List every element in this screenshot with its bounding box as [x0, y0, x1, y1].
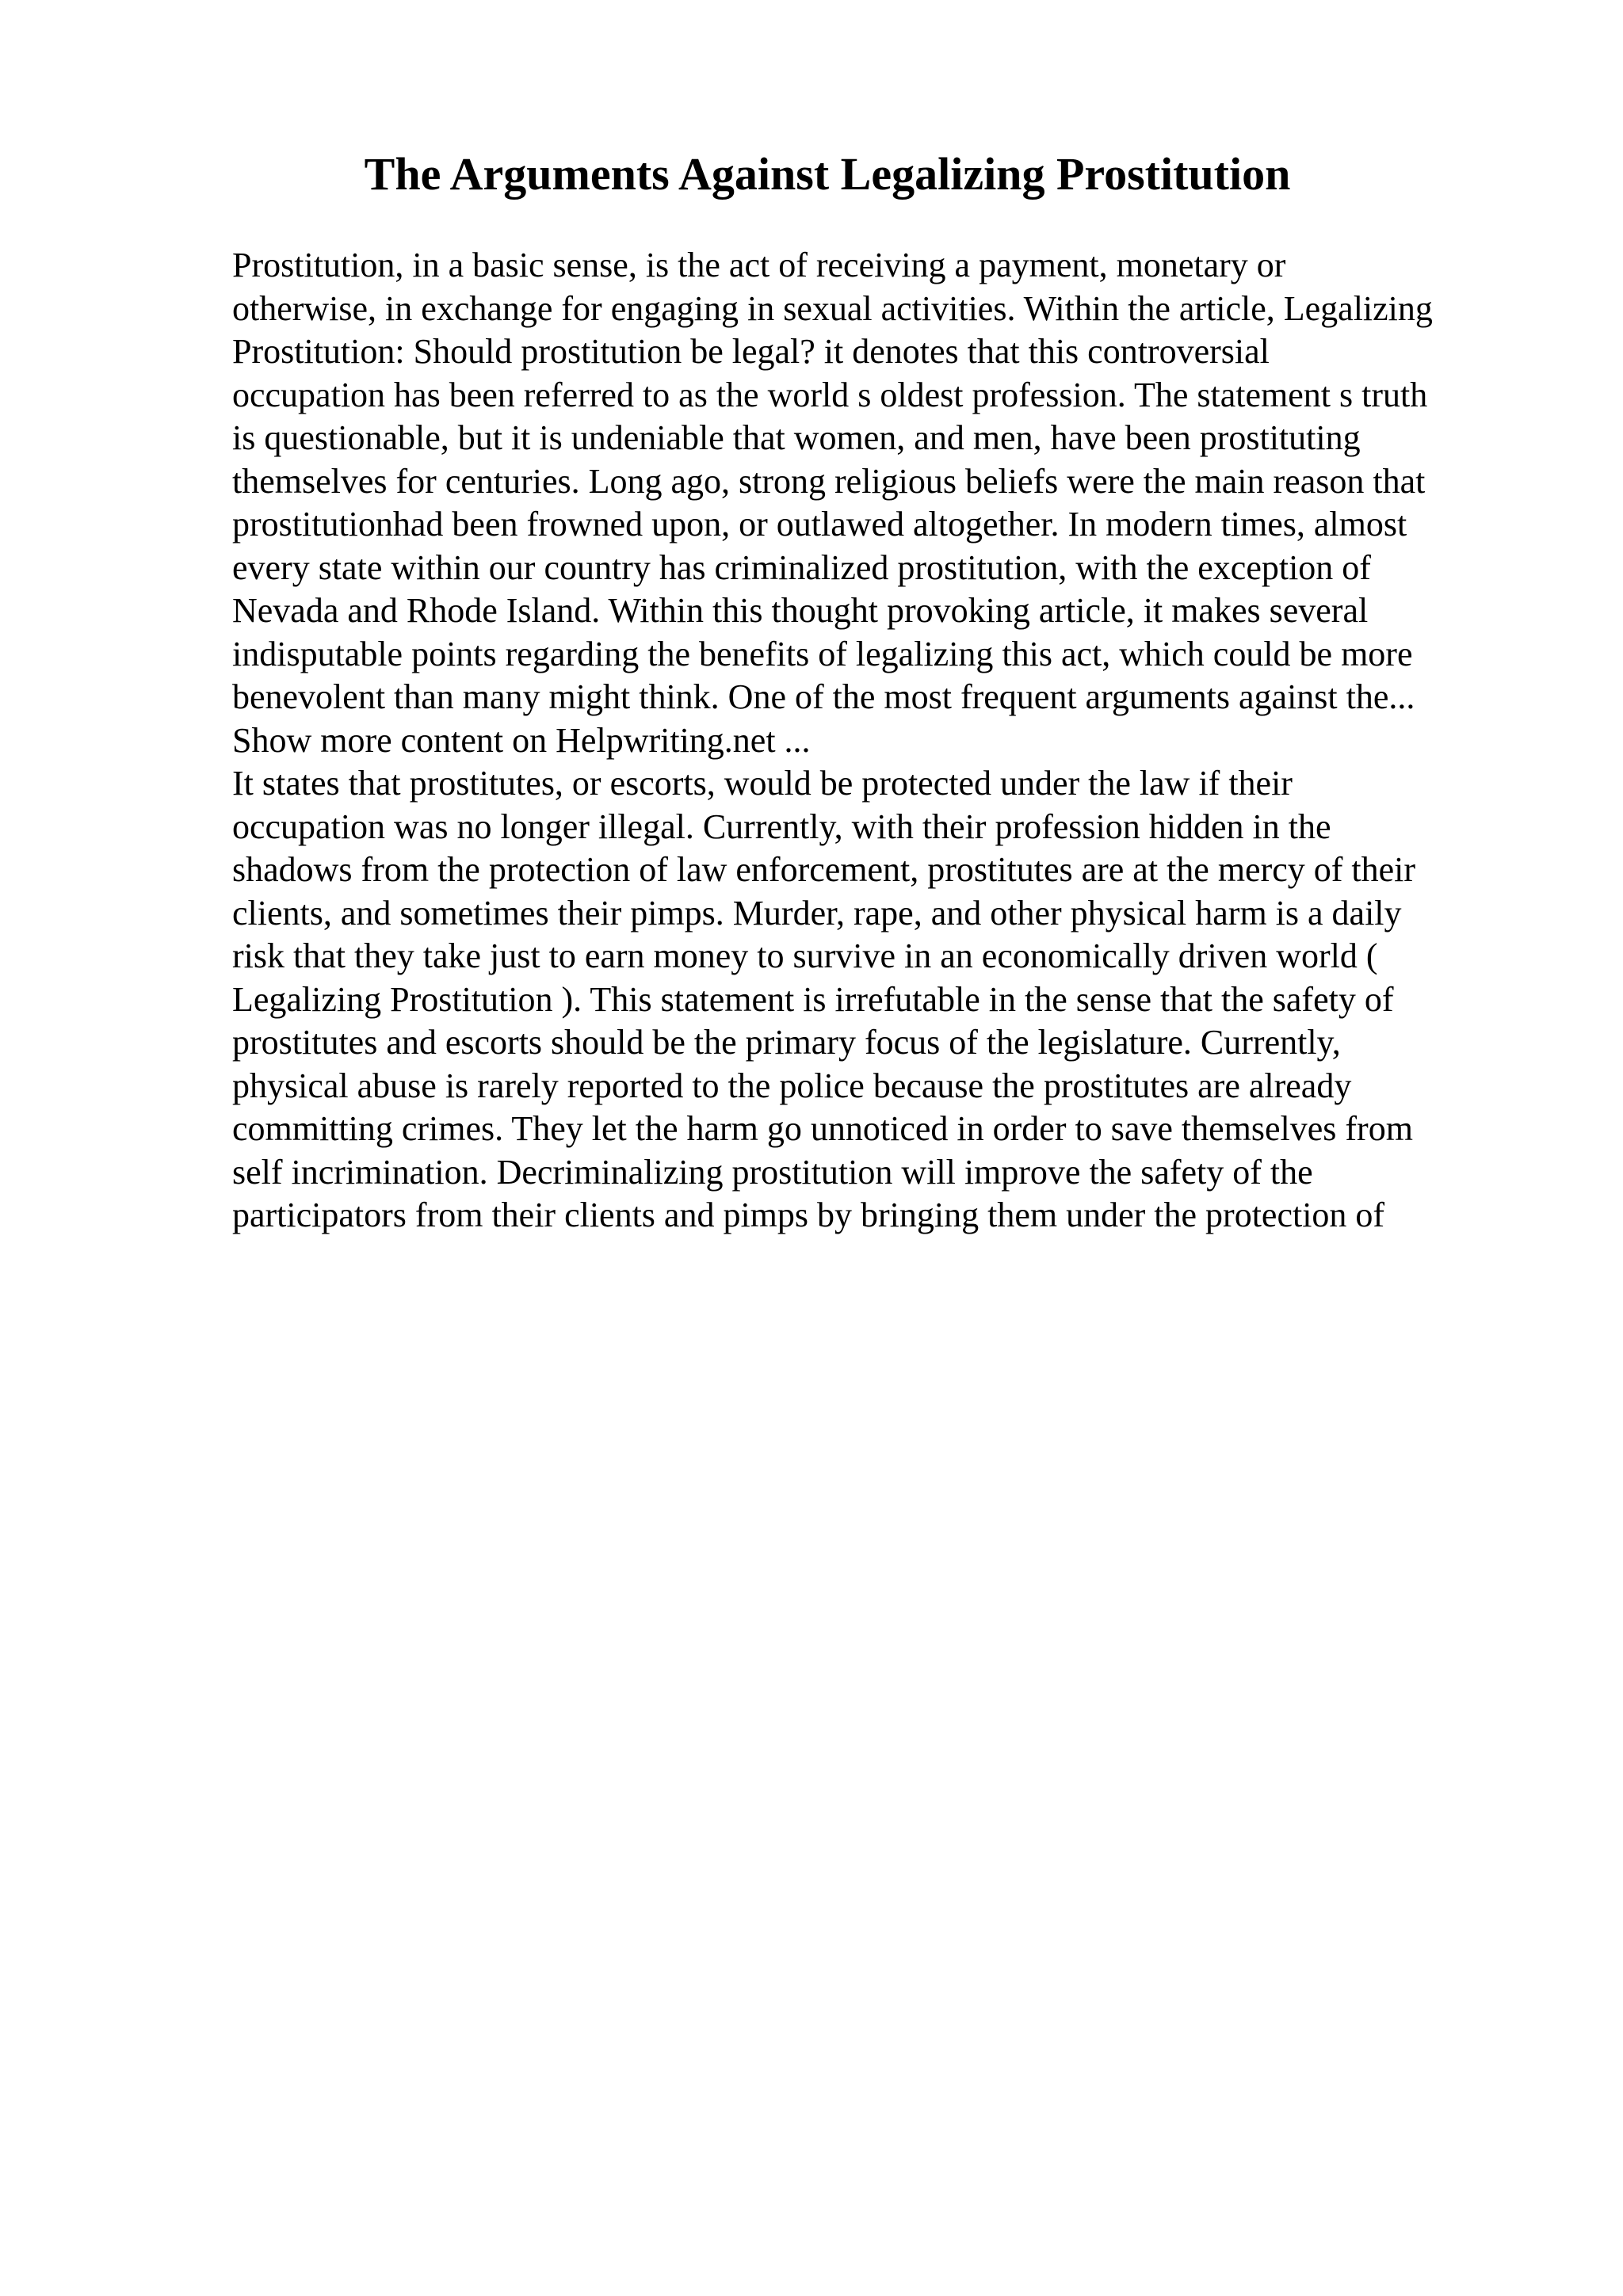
body-line: every state within our country has criminalized prostitution, with the exception of	[232, 547, 1371, 587]
body-line: occupation was no longer illegal. Currently, with their profession hidden in the	[232, 807, 1331, 846]
body-line: is questionable, but it is undeniable that women, and men, have been prostituting	[232, 418, 1361, 457]
body-line: themselves for centuries. Long ago, strong religious beliefs were the main reason that	[232, 461, 1426, 501]
body-line: committing crimes. They let the harm go unnoticed in order to save themselves from	[232, 1109, 1413, 1148]
body-line: occupation has been referred to as the world s oldest profession. The statement s truth	[232, 375, 1428, 414]
body-line: prostitutionhad been frowned upon, or outlawed altogether. In modern times, almost	[232, 505, 1407, 543]
document-title: The Arguments Against Legalizing Prostitution	[364, 148, 1291, 200]
body-line: Nevada and Rhode Island. Within this thought provoking article, it makes several	[232, 591, 1369, 630]
body-line: Prostitution: Should prostitution be legal? it denotes that this controversial	[232, 332, 1270, 371]
show-more-link[interactable]: Show more content on Helpwriting.net ...	[232, 720, 811, 760]
document-body	[232, 244, 1595, 1238]
body-line: Legalizing Prostitution ). This statement is irrefutable in the sense that the safety of	[232, 979, 1394, 1019]
body-line: indisputable points regarding the benefits of legalizing this act, which could be more	[232, 634, 1413, 673]
body-line: prostitutes and escorts should be the primary focus of the legislature. Currently,	[232, 1023, 1341, 1062]
body-line: physical abuse is rarely reported to the police because the prostitutes are already	[232, 1066, 1352, 1105]
body-line: participators from their clients and pimps by bringing them under the protection of	[232, 1196, 1385, 1234]
body-line: risk that they take just to earn money to survive in an economically driven world (	[232, 936, 1378, 975]
body-line: clients, and sometimes their pimps. Murder, rape, and other physical harm is a daily	[232, 893, 1402, 933]
body-line: shadows from the protection of law enforcement, prostitutes are at the mercy of their	[232, 850, 1416, 889]
body-line: Prostitution, in a basic sense, is the act of receiving a payment, monetary or	[232, 246, 1286, 284]
body-line: self incrimination. Decriminalizing prostitution will improve the safety of the	[232, 1152, 1313, 1192]
body-line: It states that prostitutes, or escorts, would be protected under the law if their	[232, 764, 1293, 803]
body-line: benevolent than many might think. One of the most frequent arguments against the...	[232, 677, 1415, 716]
body-line: otherwise, in exchange for engaging in sexual activities. Within the article, Legalizing	[232, 288, 1433, 328]
